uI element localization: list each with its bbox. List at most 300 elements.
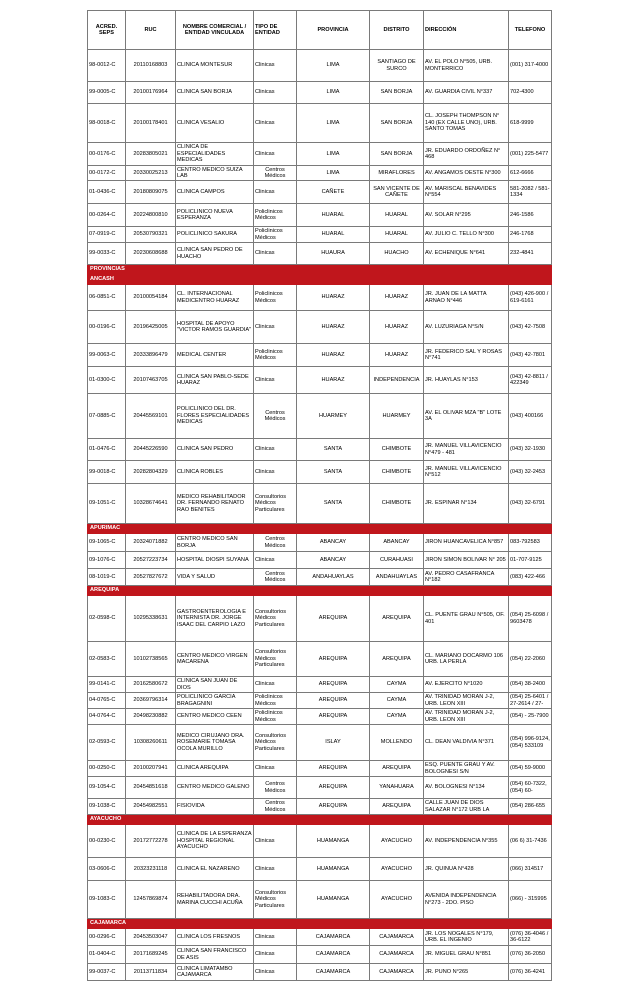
cell-ruc: 10328674641 bbox=[126, 484, 176, 524]
cell-telefono: (054) - 25-7900 bbox=[509, 709, 552, 725]
cell-direccion: JR. PUNO N°265 bbox=[424, 964, 509, 981]
cell-ruc: 20110168803 bbox=[126, 50, 176, 82]
cell-direccion: JR. ESPINAR N°134 bbox=[424, 484, 509, 524]
cell-ruc: 20527827672 bbox=[126, 569, 176, 586]
cell-tipo: Consultorios Médicos Particulares bbox=[254, 484, 297, 524]
cell-nombre: MEDICO CIRUJANO DRA. ROSEMARIE TOMASA OCOLA MURILLO bbox=[176, 725, 254, 761]
table-row bbox=[88, 181, 552, 204]
cell-direccion: AV. INDEPENDENCIA N°355 bbox=[424, 825, 509, 858]
cell-tipo: Centros Médicos bbox=[254, 777, 297, 799]
cell-acred: 00-0196-C bbox=[88, 311, 126, 344]
cell-nombre: POLICLINICO DEL DR. FLORES ESPECIALIDADES MEDICAS bbox=[176, 394, 254, 439]
cell-tipo: Clinicas bbox=[254, 461, 297, 484]
header-telefono: TELEFONO bbox=[509, 11, 552, 50]
table-row bbox=[88, 596, 552, 642]
cell-nombre: POLICLINICO NUEVA ESPERANZA bbox=[176, 204, 254, 227]
cell-ruc: 20196425005 bbox=[126, 311, 176, 344]
cell-direccion: CL. DEAN VALDIVIA N°371 bbox=[424, 725, 509, 761]
cell-distrito: SAN BORJA bbox=[370, 143, 424, 166]
cell-nombre: FISIOVIDA bbox=[176, 799, 254, 815]
cell-direccion: AV. GUARDIA CIVIL N°337 bbox=[424, 82, 509, 104]
cell-provincia: AREQUIPA bbox=[297, 799, 370, 815]
table-row bbox=[88, 725, 552, 761]
cell-telefono: 246-1768 bbox=[509, 227, 552, 243]
cell-ruc: 20445569101 bbox=[126, 394, 176, 439]
cell-nombre: CL. INTERNACIONAL MEDICENTRO HUARAZ bbox=[176, 285, 254, 311]
table-row bbox=[88, 693, 552, 709]
cell-acred: 08-1019-C bbox=[88, 569, 126, 586]
cell-tipo: Clinicas bbox=[254, 311, 297, 344]
table-row bbox=[88, 964, 552, 981]
section-label: AYACUCHO bbox=[88, 815, 552, 825]
cell-tipo: Consultorios Médicos Particulares bbox=[254, 725, 297, 761]
cell-acred: 07-0885-C bbox=[88, 394, 126, 439]
cell-distrito: HUARAL bbox=[370, 204, 424, 227]
cell-provincia: HUARAZ bbox=[297, 344, 370, 367]
cell-telefono: (001) 225-5477 bbox=[509, 143, 552, 166]
cell-acred: 00-0264-C bbox=[88, 204, 126, 227]
cell-acred: 98-0012-C bbox=[88, 50, 126, 82]
table-row bbox=[88, 344, 552, 367]
cell-ruc: 20100054184 bbox=[126, 285, 176, 311]
section-label: APURIMAC bbox=[88, 524, 552, 534]
table-row bbox=[88, 311, 552, 344]
cell-tipo: Policlinicos Médicos bbox=[254, 709, 297, 725]
cell-acred: 98-0018-C bbox=[88, 104, 126, 143]
cell-ruc: 20369796314 bbox=[126, 693, 176, 709]
header-distrito: DISTRITO bbox=[370, 11, 424, 50]
cell-provincia: AREQUIPA bbox=[297, 677, 370, 693]
cell-provincia: HUARAL bbox=[297, 204, 370, 227]
cell-provincia: ABANCAY bbox=[297, 534, 370, 552]
table-row bbox=[88, 552, 552, 569]
section-row bbox=[88, 815, 552, 825]
cell-direccion: JIRON SIMON BOLIVAR N° 205 bbox=[424, 552, 509, 569]
cell-nombre: CLINICA LOS FRESNOS bbox=[176, 929, 254, 946]
cell-acred: 03-0606-C bbox=[88, 858, 126, 881]
cell-distrito: AYACUCHO bbox=[370, 825, 424, 858]
cell-direccion: AV. SOLAR N°295 bbox=[424, 204, 509, 227]
cell-provincia: HUAMANGA bbox=[297, 825, 370, 858]
cell-tipo: Clinicas bbox=[254, 964, 297, 981]
table-row bbox=[88, 881, 552, 919]
cell-direccion: CALLE JUAN DE DIOS SALAZAR N°172 URB LA bbox=[424, 799, 509, 815]
cell-distrito: AREQUIPA bbox=[370, 799, 424, 815]
cell-tipo: Consultorios Médicos Particulares bbox=[254, 881, 297, 919]
cell-distrito: CAJAMARCA bbox=[370, 929, 424, 946]
cell-telefono: (054) 60-7322,(054) 60- bbox=[509, 777, 552, 799]
cell-distrito: SANTIAGO DE SURCO bbox=[370, 50, 424, 82]
cell-nombre: CLINICA DE LA ESPERANZA HOSPITAL REGIONAL AYACUCHO bbox=[176, 825, 254, 858]
table-row bbox=[88, 946, 552, 964]
cell-nombre: MEDICAL CENTER bbox=[176, 344, 254, 367]
cell-direccion: AV. LUZURIAGA N°S/N bbox=[424, 311, 509, 344]
table-row bbox=[88, 761, 552, 777]
header-provincia: PROVINCIA bbox=[297, 11, 370, 50]
cell-telefono: (001) 317-4000 bbox=[509, 50, 552, 82]
cell-ruc: 20100178401 bbox=[126, 104, 176, 143]
cell-ruc: 20172772278 bbox=[126, 825, 176, 858]
cell-acred: 02-0583-C bbox=[88, 642, 126, 677]
cell-telefono: (06 6) 31-7436 bbox=[509, 825, 552, 858]
header-acred: ACRED. SEPS bbox=[88, 11, 126, 50]
cell-direccion: JR. LOS NOGALES N°179, URB. EL INGENIO bbox=[424, 929, 509, 946]
cell-tipo: Clinicas bbox=[254, 181, 297, 204]
cell-nombre: CLINICA AREQUIPA bbox=[176, 761, 254, 777]
cell-telefono: 702-4300 bbox=[509, 82, 552, 104]
cell-provincia: LIMA bbox=[297, 82, 370, 104]
table-row bbox=[88, 461, 552, 484]
cell-acred: 00-0230-C bbox=[88, 825, 126, 858]
cell-direccion: AV. BOLOGNESI N°134 bbox=[424, 777, 509, 799]
cell-ruc: 20113711834 bbox=[126, 964, 176, 981]
cell-telefono: (076) 36-4241 bbox=[509, 964, 552, 981]
cell-distrito: INDEPENDENCIA bbox=[370, 367, 424, 394]
cell-telefono: (083) 422-466 bbox=[509, 569, 552, 586]
cell-tipo: Centros Médicos bbox=[254, 799, 297, 815]
table-row bbox=[88, 825, 552, 858]
cell-nombre: CENTRO MEDICO CEEN bbox=[176, 709, 254, 725]
clinic-table bbox=[87, 10, 552, 981]
cell-telefono: (054) 38-2400 bbox=[509, 677, 552, 693]
cell-acred: 09-1051-C bbox=[88, 484, 126, 524]
cell-provincia: CAÑETE bbox=[297, 181, 370, 204]
cell-provincia: LIMA bbox=[297, 104, 370, 143]
cell-provincia: CAJAMARCA bbox=[297, 964, 370, 981]
cell-direccion: JR. JUAN DE LA MATTA ARNAO N°446 bbox=[424, 285, 509, 311]
cell-distrito: MOLLENDO bbox=[370, 725, 424, 761]
cell-tipo: Clinicas bbox=[254, 143, 297, 166]
cell-provincia: SANTA bbox=[297, 484, 370, 524]
cell-tipo: Clinicas bbox=[254, 243, 297, 265]
cell-provincia: LIMA bbox=[297, 166, 370, 181]
cell-tipo: Clinicas bbox=[254, 367, 297, 394]
cell-nombre: REHABILITADORA DRA. MARINA CUCCHI ACUÑA bbox=[176, 881, 254, 919]
cell-distrito: SAN VICENTE DE CAÑETE bbox=[370, 181, 424, 204]
cell-distrito: ANDAHUAYLAS bbox=[370, 569, 424, 586]
table-row bbox=[88, 285, 552, 311]
cell-tipo: Policlinicos Médicos bbox=[254, 344, 297, 367]
cell-nombre: GASTROENTEROLOGIA E INTERNISTA DR. JORGE ISAAC DEL CARPIO LAZO bbox=[176, 596, 254, 642]
cell-acred: 99-0141-C bbox=[88, 677, 126, 693]
cell-nombre: CENTRO MEDICO SUIZA LAB bbox=[176, 166, 254, 181]
cell-ruc: 20180809075 bbox=[126, 181, 176, 204]
cell-nombre: CLINICA SAN JUAN DE DIOS bbox=[176, 677, 254, 693]
cell-acred: 00-0296-C bbox=[88, 929, 126, 946]
cell-ruc: 10295338631 bbox=[126, 596, 176, 642]
cell-provincia: ABANCAY bbox=[297, 552, 370, 569]
cell-ruc: 20171689245 bbox=[126, 946, 176, 964]
cell-distrito: CAJAMARCA bbox=[370, 946, 424, 964]
table-row bbox=[88, 534, 552, 552]
cell-telefono: (066) - 315995 bbox=[509, 881, 552, 919]
cell-distrito: CHIMBOTE bbox=[370, 484, 424, 524]
cell-tipo: Clinicas bbox=[254, 50, 297, 82]
cell-acred: 00-0172-C bbox=[88, 166, 126, 181]
cell-acred: 09-1083-C bbox=[88, 881, 126, 919]
cell-ruc: 20100176964 bbox=[126, 82, 176, 104]
cell-telefono: 581-2082 / 581-1334 bbox=[509, 181, 552, 204]
cell-acred: 00-0176-C bbox=[88, 143, 126, 166]
cell-distrito: CAJAMARCA bbox=[370, 964, 424, 981]
section-row bbox=[88, 586, 552, 596]
cell-provincia: AREQUIPA bbox=[297, 761, 370, 777]
cell-telefono: (043) 426-900 / 619-6161 bbox=[509, 285, 552, 311]
cell-distrito: CAYMA bbox=[370, 677, 424, 693]
cell-provincia: SANTA bbox=[297, 439, 370, 461]
cell-tipo: Centros Médicos bbox=[254, 166, 297, 181]
cell-direccion: CL. MARIANO DOCARMO 106 URB. LA PERLA bbox=[424, 642, 509, 677]
cell-provincia: HUARAZ bbox=[297, 311, 370, 344]
cell-distrito: SAN BORJA bbox=[370, 82, 424, 104]
cell-telefono: 232-4841 bbox=[509, 243, 552, 265]
cell-telefono: 083-792583 bbox=[509, 534, 552, 552]
cell-distrito: HUARAL bbox=[370, 227, 424, 243]
cell-direccion: CL. JOSEPH THOMPSON N° 140 (EX CALLE UNO), URB. SANTO TOMAS bbox=[424, 104, 509, 143]
cell-ruc: 20100207941 bbox=[126, 761, 176, 777]
cell-acred: 01-0476-C bbox=[88, 439, 126, 461]
cell-ruc: 20230608688 bbox=[126, 243, 176, 265]
cell-tipo: Clinicas bbox=[254, 825, 297, 858]
cell-direccion: CL. PUENTE GRAU N°505, OF. 401 bbox=[424, 596, 509, 642]
cell-distrito: HUARMEY bbox=[370, 394, 424, 439]
cell-tipo: Clinicas bbox=[254, 552, 297, 569]
cell-provincia: CAJAMARCA bbox=[297, 929, 370, 946]
cell-tipo: Clinicas bbox=[254, 82, 297, 104]
cell-direccion: AV. EJERCITO N°1020 bbox=[424, 677, 509, 693]
cell-telefono: (054) 59-9000 bbox=[509, 761, 552, 777]
cell-ruc: 20224800810 bbox=[126, 204, 176, 227]
cell-acred: 09-1054-C bbox=[88, 777, 126, 799]
cell-direccion: JR. MANUEL VILLAVICENCIO N°479 - 481 bbox=[424, 439, 509, 461]
table-row bbox=[88, 777, 552, 799]
cell-direccion: AV. PEDRO CASAFRANCA N°182 bbox=[424, 569, 509, 586]
cell-ruc: 12457869874 bbox=[126, 881, 176, 919]
cell-telefono: (054) 25-6098 / 9603478 bbox=[509, 596, 552, 642]
cell-telefono: (054) 286-655 bbox=[509, 799, 552, 815]
header-tipo: TIPO DE ENTIDAD bbox=[254, 11, 297, 50]
table-row bbox=[88, 677, 552, 693]
cell-distrito: AYACUCHO bbox=[370, 881, 424, 919]
cell-ruc: 20283805021 bbox=[126, 143, 176, 166]
cell-telefono: (066) 314517 bbox=[509, 858, 552, 881]
table-row bbox=[88, 642, 552, 677]
cell-nombre: POLICLINICO GARCIA BRAGAGNINI bbox=[176, 693, 254, 709]
cell-nombre: CLINICA EL NAZARENO bbox=[176, 858, 254, 881]
cell-provincia: AREQUIPA bbox=[297, 642, 370, 677]
table-row bbox=[88, 484, 552, 524]
cell-direccion: JR. MANUEL VILLAVICENCIO N°512 bbox=[424, 461, 509, 484]
cell-acred: 04-0764-C bbox=[88, 709, 126, 725]
cell-ruc: 20454982551 bbox=[126, 799, 176, 815]
cell-provincia: AREQUIPA bbox=[297, 596, 370, 642]
table-row bbox=[88, 166, 552, 181]
cell-ruc: 20323231118 bbox=[126, 858, 176, 881]
cell-acred: 99-0005-C bbox=[88, 82, 126, 104]
cell-nombre: CLINICA MONTESUR bbox=[176, 50, 254, 82]
cell-direccion: AV. TRINIDAD MORAN J-2, URB. LEON XIII bbox=[424, 709, 509, 725]
cell-provincia: ISLAY bbox=[297, 725, 370, 761]
header-nombre: NOMBRE COMERCIAL / ENTIDAD VINCULADA bbox=[176, 11, 254, 50]
cell-direccion: AVENIDA INDEPENDENCIA N°273 - 2DO. PISO bbox=[424, 881, 509, 919]
cell-provincia: HUARMEY bbox=[297, 394, 370, 439]
cell-acred: 99-0037-C bbox=[88, 964, 126, 981]
cell-tipo: Policlinicos Médicos bbox=[254, 693, 297, 709]
cell-direccion: AV. MARISCAL BENAVIDES N°554 bbox=[424, 181, 509, 204]
cell-direccion: AV. EL POLO N°505, URB. MONTERRICO bbox=[424, 50, 509, 82]
table-row bbox=[88, 709, 552, 725]
cell-acred: 09-1076-C bbox=[88, 552, 126, 569]
cell-telefono: (043) 42-7801 bbox=[509, 344, 552, 367]
table-row bbox=[88, 569, 552, 586]
table-row bbox=[88, 439, 552, 461]
cell-distrito: CAYMA bbox=[370, 709, 424, 725]
cell-tipo: Policlinicos Médicos bbox=[254, 285, 297, 311]
section-row bbox=[88, 275, 552, 285]
cell-distrito: AREQUIPA bbox=[370, 761, 424, 777]
cell-telefono: (043) 42-8811 / 422349 bbox=[509, 367, 552, 394]
table-body bbox=[88, 50, 552, 981]
cell-distrito: AREQUIPA bbox=[370, 596, 424, 642]
table-row bbox=[88, 104, 552, 143]
cell-provincia: HUARAZ bbox=[297, 285, 370, 311]
cell-telefono: (076) 36-2050 bbox=[509, 946, 552, 964]
cell-provincia: HUAURA bbox=[297, 243, 370, 265]
cell-provincia: AREQUIPA bbox=[297, 709, 370, 725]
cell-tipo: Centros Médicos bbox=[254, 394, 297, 439]
table-row bbox=[88, 227, 552, 243]
header-ruc: RUC bbox=[126, 11, 176, 50]
cell-tipo: Clinicas bbox=[254, 439, 297, 461]
cell-distrito: CHIMBOTE bbox=[370, 439, 424, 461]
cell-nombre: VIDA Y SALUD bbox=[176, 569, 254, 586]
table-row bbox=[88, 50, 552, 82]
cell-ruc: 20527223734 bbox=[126, 552, 176, 569]
cell-ruc: 20530790321 bbox=[126, 227, 176, 243]
cell-acred: 99-0063-C bbox=[88, 344, 126, 367]
cell-acred: 09-1065-C bbox=[88, 534, 126, 552]
cell-telefono: (076) 36-4046 / 36-6122 bbox=[509, 929, 552, 946]
cell-distrito: AREQUIPA bbox=[370, 642, 424, 677]
header-direccion: DIRECCIÓN bbox=[424, 11, 509, 50]
cell-nombre: CLINICA LIMATAMBO CAJAMARCA bbox=[176, 964, 254, 981]
section-label: CAJAMARCA bbox=[88, 919, 552, 929]
cell-tipo: Clinicas bbox=[254, 104, 297, 143]
section-row bbox=[88, 919, 552, 929]
cell-acred: 01-0300-C bbox=[88, 367, 126, 394]
section-row bbox=[88, 524, 552, 534]
cell-nombre: CLINICA CAMPOS bbox=[176, 181, 254, 204]
table-row bbox=[88, 243, 552, 265]
cell-provincia: LIMA bbox=[297, 50, 370, 82]
cell-provincia: LIMA bbox=[297, 143, 370, 166]
cell-telefono: (043) 400166 bbox=[509, 394, 552, 439]
cell-ruc: 20333896479 bbox=[126, 344, 176, 367]
cell-distrito: HUACHO bbox=[370, 243, 424, 265]
cell-distrito: HUARAZ bbox=[370, 285, 424, 311]
table-row bbox=[88, 204, 552, 227]
cell-nombre: CLINICA ROBLES bbox=[176, 461, 254, 484]
cell-distrito: CAYMA bbox=[370, 693, 424, 709]
cell-acred: 07-0919-C bbox=[88, 227, 126, 243]
cell-ruc: 20454851618 bbox=[126, 777, 176, 799]
cell-ruc: 20282804329 bbox=[126, 461, 176, 484]
page bbox=[87, 10, 551, 981]
cell-nombre: HOSPITAL DIOSPI SUYANA bbox=[176, 552, 254, 569]
cell-provincia: HUAMANGA bbox=[297, 881, 370, 919]
cell-tipo: Consultorios Médicos Particulares bbox=[254, 596, 297, 642]
cell-direccion: JR. QUINUA N°428 bbox=[424, 858, 509, 881]
cell-distrito: ABANCAY bbox=[370, 534, 424, 552]
cell-telefono: (054) 22-2060 bbox=[509, 642, 552, 677]
cell-telefono: 01-707-9125 bbox=[509, 552, 552, 569]
cell-telefono: 246-1586 bbox=[509, 204, 552, 227]
cell-distrito: YANAHUARA bbox=[370, 777, 424, 799]
table-row bbox=[88, 394, 552, 439]
cell-acred: 02-0593-C bbox=[88, 725, 126, 761]
cell-tipo: Clinicas bbox=[254, 946, 297, 964]
cell-direccion: AV. JULIO C. TELLO N°300 bbox=[424, 227, 509, 243]
cell-direccion: JIRON HUANCAVELICA N°857 bbox=[424, 534, 509, 552]
cell-acred: 01-0436-C bbox=[88, 181, 126, 204]
cell-tipo: Policlinicos Médicos bbox=[254, 227, 297, 243]
cell-telefono: 618-9999 bbox=[509, 104, 552, 143]
cell-nombre: CLINICA VESALIO bbox=[176, 104, 254, 143]
cell-acred: 99-0033-C bbox=[88, 243, 126, 265]
cell-telefono: (043) 32-2453 bbox=[509, 461, 552, 484]
cell-direccion: JR. MIGUEL GRAU N°851 bbox=[424, 946, 509, 964]
cell-direccion: JR. EDUARDO ORDOÑEZ N° 468 bbox=[424, 143, 509, 166]
table-row bbox=[88, 858, 552, 881]
cell-distrito: SAN BORJA bbox=[370, 104, 424, 143]
cell-ruc: 20330025213 bbox=[126, 166, 176, 181]
cell-acred: 00-0250-C bbox=[88, 761, 126, 777]
cell-acred: 01-0404-C bbox=[88, 946, 126, 964]
cell-tipo: Centros Médicos bbox=[254, 534, 297, 552]
cell-nombre: POLICLINICO SAKURA bbox=[176, 227, 254, 243]
cell-tipo: Clinicas bbox=[254, 929, 297, 946]
cell-ruc: 20324071882 bbox=[126, 534, 176, 552]
cell-distrito: CHIMBOTE bbox=[370, 461, 424, 484]
cell-direccion: AV. ECHENIQUE N°641 bbox=[424, 243, 509, 265]
cell-direccion: JR. HUAYLAS N°153 bbox=[424, 367, 509, 394]
cell-nombre: CLINICA DE ESPECIALIDADES MEDICAS bbox=[176, 143, 254, 166]
cell-provincia: AREQUIPA bbox=[297, 777, 370, 799]
cell-nombre: CENTRO MEDICO SAN BORJA bbox=[176, 534, 254, 552]
cell-nombre: CLINICA SAN PABLO-SEDE HUARAZ bbox=[176, 367, 254, 394]
cell-provincia: ANDAHUAYLAS bbox=[297, 569, 370, 586]
cell-telefono: (043) 32-6791 bbox=[509, 484, 552, 524]
cell-ruc: 10102738565 bbox=[126, 642, 176, 677]
section-label: ANCASH bbox=[88, 275, 552, 285]
cell-acred: 04-0765-C bbox=[88, 693, 126, 709]
cell-tipo: Consultorios Médicos Particulares bbox=[254, 642, 297, 677]
cell-telefono: (054) 996-9124,(054) 533109 bbox=[509, 725, 552, 761]
cell-telefono: (043) 32-1930 bbox=[509, 439, 552, 461]
cell-provincia: SANTA bbox=[297, 461, 370, 484]
cell-ruc: 20498230882 bbox=[126, 709, 176, 725]
section-row bbox=[88, 265, 552, 275]
cell-nombre: CENTRO MEDICO GALENO bbox=[176, 777, 254, 799]
table-row bbox=[88, 799, 552, 815]
cell-nombre: CLINICA SAN BORJA bbox=[176, 82, 254, 104]
cell-telefono: 612-6666 bbox=[509, 166, 552, 181]
cell-ruc: 10308260611 bbox=[126, 725, 176, 761]
cell-nombre: CLINICA SAN PEDRO DE HUACHO bbox=[176, 243, 254, 265]
cell-distrito: AYACUCHO bbox=[370, 858, 424, 881]
cell-distrito: MIRAFLORES bbox=[370, 166, 424, 181]
cell-direccion: ESQ. PUENTE GRAU Y AV. BOLOGNESI S/N bbox=[424, 761, 509, 777]
